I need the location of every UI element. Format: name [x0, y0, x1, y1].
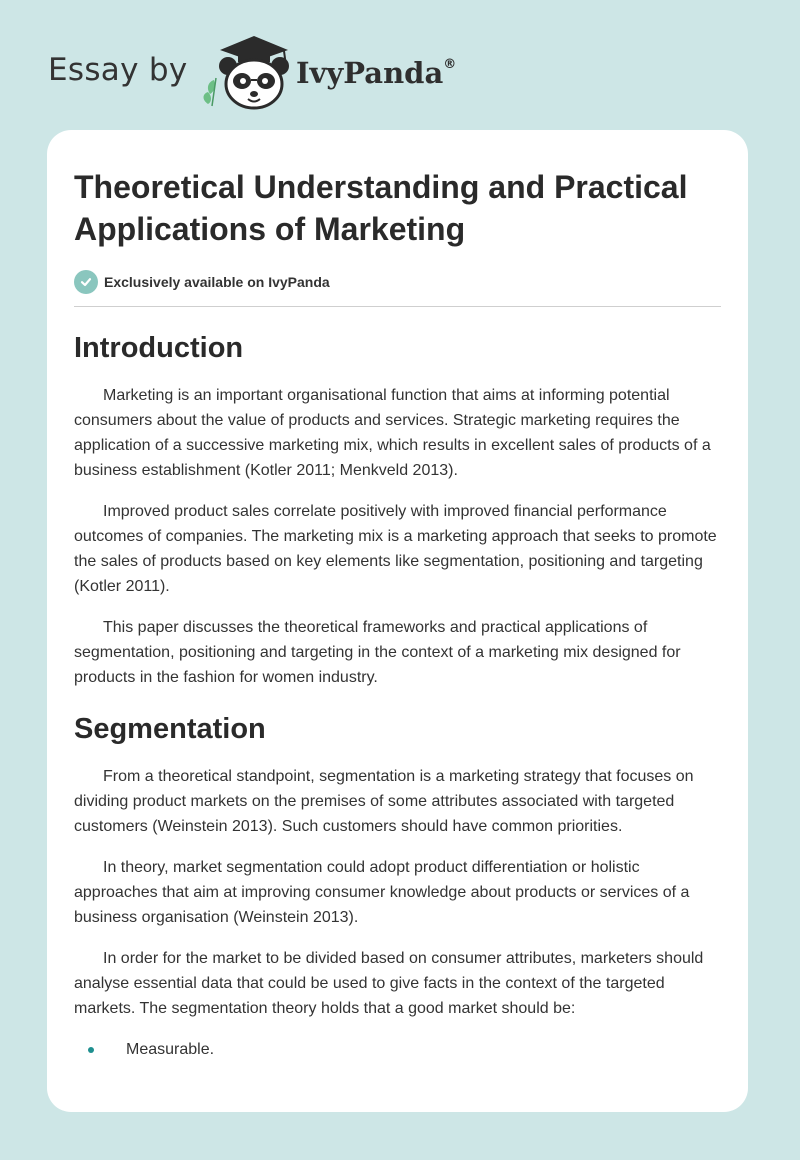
check-circle-icon [74, 270, 98, 294]
paragraph: In theory, market segmentation could adopt product differentiation or holistic approaches that aim at improving consumer knowledge about products or services of a business organisation (Weinstein 2013). [74, 859, 690, 926]
section-heading-introduction: Introduction [74, 332, 244, 364]
article-card [47, 130, 748, 1112]
registered-mark: ® [443, 57, 457, 73]
list-item-text: Measurable. [126, 1041, 215, 1058]
exclusive-badge [74, 270, 721, 294]
paragraph: From a theoretical standpoint, segmentation is a marketing strategy that focuses on dividing product markets on the premises of some attributes associated with targeted customers (Weinstein 2013). Such customers should have common priorities. [74, 768, 694, 835]
brand-prefix: Essay by [48, 52, 188, 88]
badge-text: Exclusively available on IvyPanda [104, 274, 330, 290]
list-item [74, 1037, 721, 1062]
bullet-dot [88, 1047, 94, 1053]
section-heading-segmentation: Segmentation [74, 713, 266, 745]
bullet-list [74, 1037, 721, 1062]
paragraph: Marketing is an important organisational function that aims at informing potential consumers about the value of products and services. Strategic marketing requires the application of a successive marketing mix, which results in excellent sales of products of a business establishment (Kotler 2011; Menkveld 2013). [74, 387, 711, 479]
divider [74, 306, 721, 307]
panda-graduate-icon [200, 32, 296, 112]
brand-name: IvyPanda® [296, 56, 457, 90]
paragraph: Improved product sales correlate positively with improved financial performance outcomes of companies. The marketing mix is a marketing approach that seeks to promote the sales of products based on key elements like segmentation, positioning and targeting (Kotler 2011). [74, 503, 717, 595]
article-title: Theoretical Understanding and Practical Applications of Marketing [74, 169, 688, 247]
brand-header[interactable] [48, 30, 468, 110]
paragraph: This paper discusses the theoretical frameworks and practical applications of segmentation, positioning and targeting in the context of a marketing mix designed for products in the fashion for women industry. [74, 619, 681, 686]
paragraph: In order for the market to be divided based on consumer attributes, marketers should analyse essential data that could be used to give facts in the context of the targeted markets. The segmentation theory holds that a good market should be: [74, 950, 704, 1017]
